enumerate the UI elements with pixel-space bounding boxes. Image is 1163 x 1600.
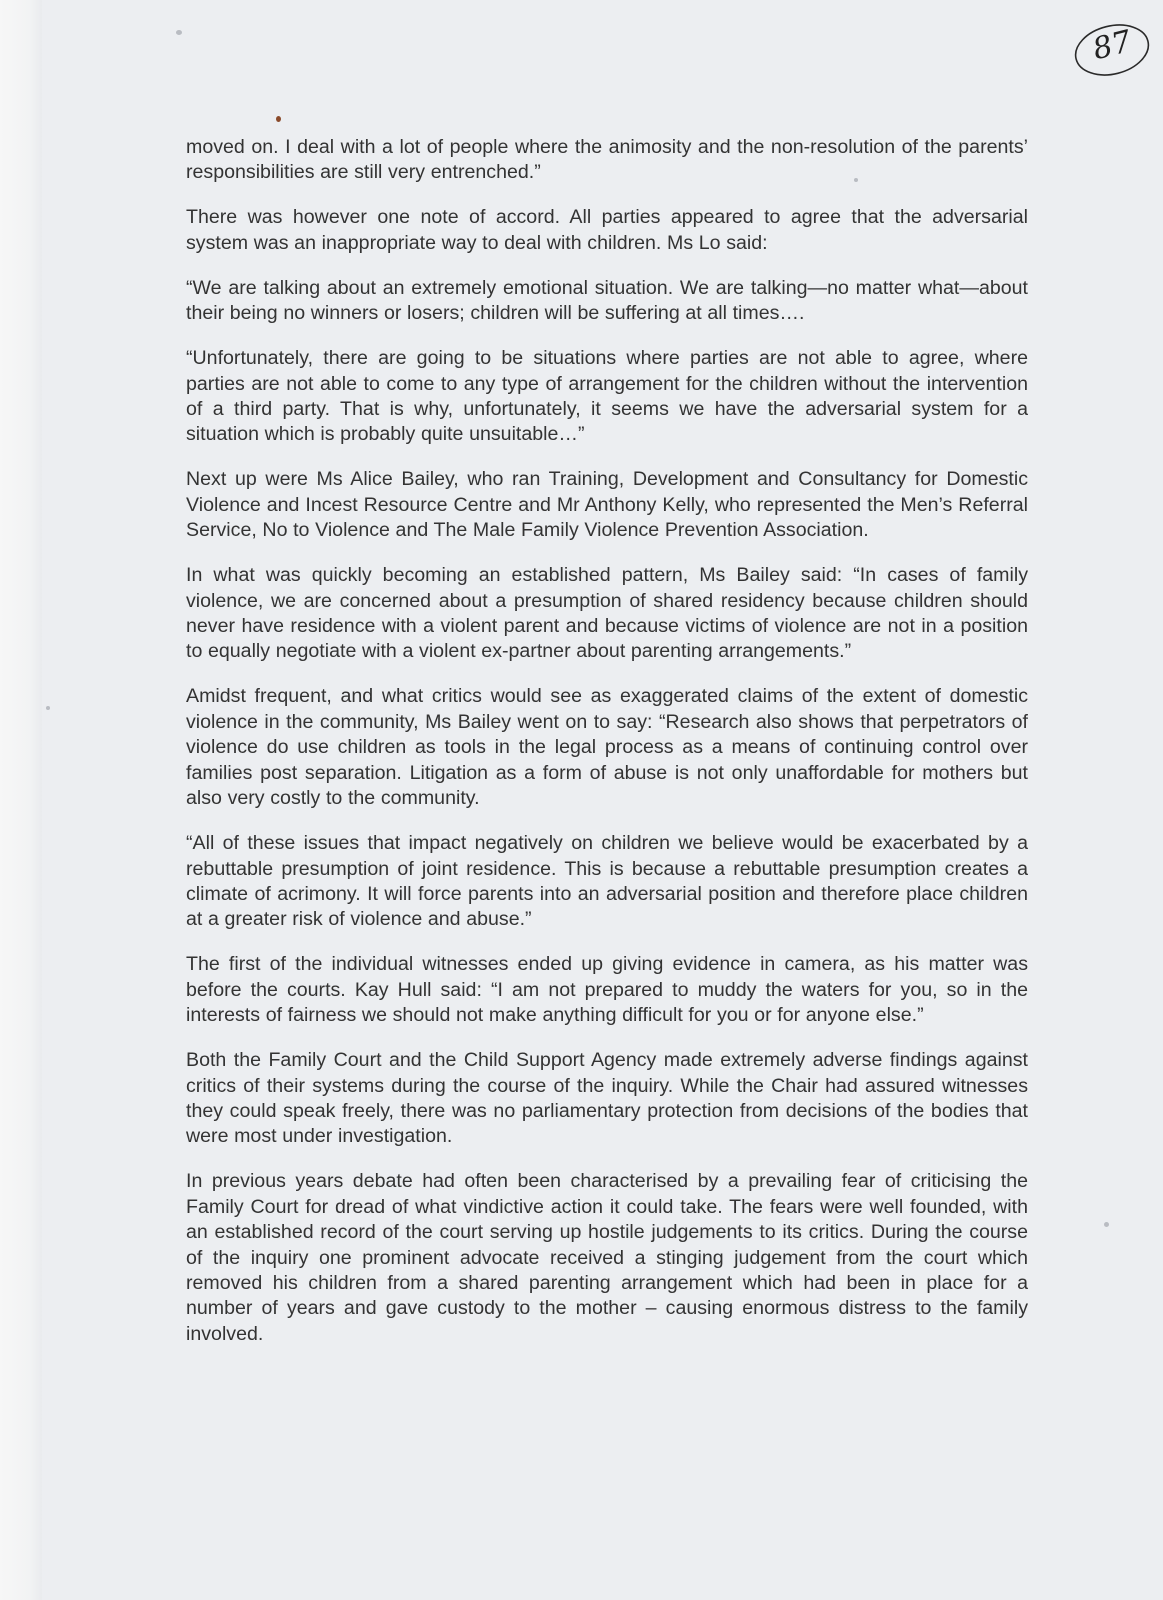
paragraph: “All of these issues that impact negatively on children we believe would be exacerbated by a rebuttable presumption of joint residence. This is because a rebuttable presumption creates a climate of acrimony. It will force parents into an adversarial position and therefore place children at a greater risk of violence and abuse.” [186, 832, 1028, 931]
paragraph: Both the Family Court and the Child Support Agency made extremely adverse findings against critics of their systems during the course of the inquiry. While the Chair had assured witnesses they could speak freely, there was no parliamentary protection from decisions of the bodies that were most under investigation. [186, 1049, 1028, 1148]
page-number-label: 87 [1089, 24, 1135, 68]
scan-speck [176, 30, 182, 35]
paragraph: Amidst frequent, and what critics would see as exaggerated claims of the extent of domestic violence in the community, Ms Bailey went on to say: “Research also shows that perpetrators of violence do use children as tools in the legal process as a means of continuing control over families post separation. Litigation as a form of abuse is not only unaffordable for mothers but also very costly to the community. [186, 685, 1028, 810]
scan-speck [1104, 1222, 1109, 1227]
paragraph: “We are talking about an extremely emotional situation. We are talking—no matter what—about their being no winners or losers; children will be suffering at all times…. [186, 276, 1028, 325]
scan-left-margin [0, 0, 42, 1600]
scan-speck [46, 706, 50, 710]
ink-dot [276, 116, 281, 122]
paragraph: There was however one note of accord. All parties appeared to agree that the adversarial system was an inappropriate way to deal with children. Ms Lo said: [186, 206, 1028, 254]
handwritten-page-number [1072, 18, 1154, 80]
paragraph: “Unfortunately, there are going to be situations where parties are not able to agree, where parties are not able to come to any type of arrangement for the children without the intervention of a third party. That is why, unfortunately, it seems we have the adversarial system for a situation which is probably quite unsuitable…” [186, 347, 1028, 446]
paragraph: In what was quickly becoming an established pattern, Ms Bailey said: “In cases of family violence, we are concerned about a presumption of shared residency because children should never have residence with a violent parent and because victims of violence are not in a position to equally negotiate with a violent ex-partner about parenting arrangements.” [186, 564, 1028, 663]
body-text [186, 135, 1028, 1367]
paragraph: The first of the individual witnesses ended up giving evidence in camera, as his matter was before the courts. Kay Hull said: “I am not prepared to muddy the waters for you, so in the interests of fairness we should not make anything difficult for you or for anyone else.” [186, 953, 1028, 1027]
paragraph: Next up were Ms Alice Bailey, who ran Training, Development and Consultancy for Domestic Violence and Incest Resource Centre and Mr Anthony Kelly, who represented the Men’s Referral Service, No to Violence and The Male Family Violence Prevention Association. [186, 468, 1028, 542]
paragraph: moved on. I deal with a lot of people where the animosity and the non-resolution of the parents’ responsibilities are still very entrenched.” [186, 136, 1028, 184]
paragraph: In previous years debate had often been characterised by a prevailing fear of criticising the Family Court for dread of what vindictive action it could take. The fears were well founded, with an established record of the court serving up hostile judgements to its critics. During the course of the inquiry one prominent advocate received a stinging judgement from the court which removed his children from a shared parenting arrangement which had been in place for a number of years and gave custody to the mother – causing enormous distress to the family involved. [186, 1170, 1028, 1345]
